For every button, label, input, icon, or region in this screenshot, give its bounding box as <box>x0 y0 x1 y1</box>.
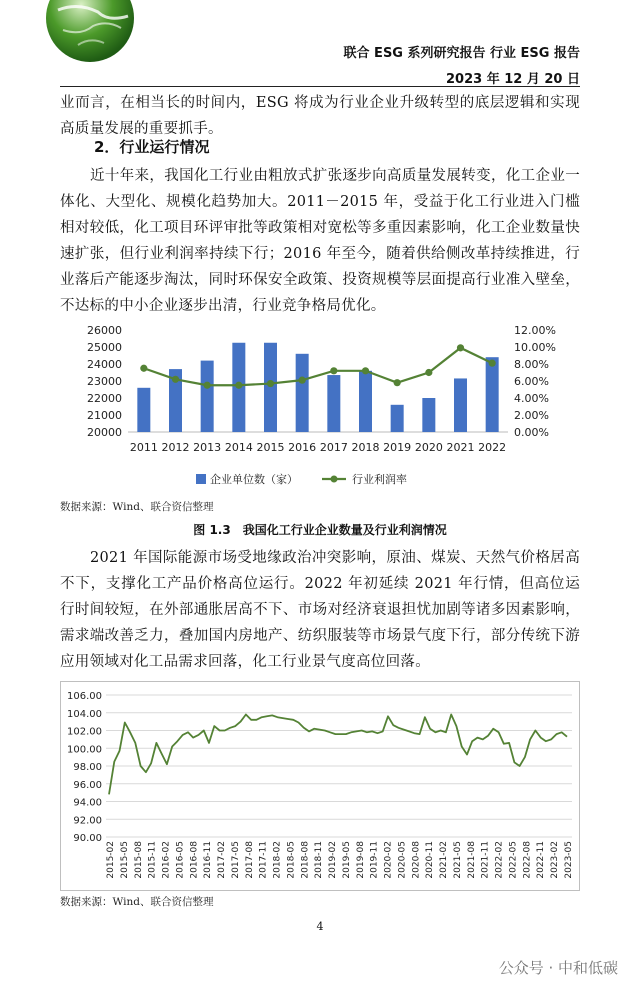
enterprise-count-profit-chart <box>60 318 580 498</box>
y-tick-label: 100.00 <box>67 744 102 756</box>
paragraph-market: 2021 年国际能源市场受地缘政治冲突影响，原油、煤炭、天然气价格居高不下，支撑化工产品价格高位运行。2022 年初延续 2021 年行情，但高位运行时间较短，在外部通胀居高不下、市场对经济衰退担忧加剧等诸多因素影响，需求端改善乏力，叠加国内房地产、纺织服装等市场景气度下行，部分传统下游应用领域对化工品需求回落，化工行业景气度高位回落。 <box>60 550 580 670</box>
y-tick-label: 104.00 <box>67 708 102 720</box>
bar-enterprise-count <box>454 378 467 432</box>
y-right-tick-label: 12.00% <box>514 324 556 337</box>
x-tick-label: 2019-05 <box>341 841 352 879</box>
y-left-tick-label: 24000 <box>87 358 122 371</box>
y-tick-label: 94.00 <box>73 797 102 809</box>
y-right-tick-label: 4.00% <box>514 392 549 405</box>
profit-rate-point <box>489 360 496 367</box>
y-tick-label: 96.00 <box>73 779 102 791</box>
x-tick-label: 2019-08 <box>355 841 366 879</box>
x-tick-label: 2022-02 <box>494 841 505 879</box>
bar-enterprise-count <box>296 354 309 432</box>
profit-rate-point <box>235 382 242 389</box>
watermark: 公众号 · 中和低碳 <box>498 959 618 977</box>
y-right-tick-label: 8.00% <box>514 358 549 371</box>
company-logo <box>38 0 138 62</box>
bar-enterprise-count <box>327 375 340 432</box>
paragraph-esg: 业而言，在相当长的时间内，ESG 将成为行业企业升级转型的底层逻辑和实现高质量发展的重要抓手。 <box>60 95 580 137</box>
x-tick-label: 2015 <box>256 441 285 454</box>
x-tick-label: 2012 <box>161 441 190 454</box>
section-title: 2．行业运行情况 <box>94 138 210 156</box>
x-tick-label: 2022-11 <box>536 841 547 879</box>
x-tick-label: 2020 <box>414 441 443 454</box>
paragraph-industry: 近十年来，我国化工行业由粗放式扩张逐步向高质量发展转变，化工企业一体化、大型化、规模化趋势加大。2011－2015 年，受益于化工行业进入门槛相对较低，化工项目环评审批等政策相对宽松等多重因素影响，化工企业数量快速扩张，但行业利润率持续下行；2016 年至今，随着供给侧改革持续推进，行业落后产能逐步淘汰，同时环保安全政策、投资规模等层面提高行业准入壁垒，不达标的中小企业逐步出清，行业竞争格局优化。 <box>60 168 580 314</box>
y-right-tick-label: 2.00% <box>514 409 549 422</box>
y-right-tick-label: 6.00% <box>514 375 549 388</box>
y-right-tick-label: 0.00% <box>514 426 549 439</box>
x-tick-label: 2020-08 <box>411 841 422 879</box>
figure-caption: 图 1.3 我国化工行业企业数量及行业利润情况 <box>193 523 447 537</box>
x-tick-label: 2017 <box>319 441 348 454</box>
x-tick-label: 2015-08 <box>133 841 144 879</box>
x-tick-label: 2018 <box>351 441 380 454</box>
y-left-tick-label: 20000 <box>87 426 122 439</box>
bar-enterprise-count <box>486 357 499 432</box>
industry-index-chart <box>60 681 580 891</box>
y-tick-label: 90.00 <box>73 833 102 844</box>
header-divider <box>60 86 580 87</box>
x-tick-label: 2019 <box>383 441 412 454</box>
profit-rate-point <box>362 367 369 374</box>
x-tick-label: 2016-08 <box>189 841 200 879</box>
x-tick-label: 2021-02 <box>439 841 450 879</box>
x-tick-label: 2018-11 <box>314 841 325 879</box>
x-tick-label: 2023-05 <box>564 841 574 879</box>
y-left-tick-label: 21000 <box>87 409 122 422</box>
y-tick-label: 98.00 <box>73 762 102 773</box>
y-left-tick-label: 26000 <box>87 324 122 337</box>
data-source-1: 数据来源：Wind、联合资信整理 <box>60 501 214 513</box>
x-tick-label: 2016-05 <box>175 841 186 879</box>
bar-enterprise-count <box>137 388 150 432</box>
y-tick-label: 102.00 <box>67 726 102 738</box>
x-tick-label: 2021 <box>446 441 475 454</box>
profit-rate-point <box>299 377 306 384</box>
profit-rate-point <box>267 380 274 387</box>
data-source-2: 数据来源：Wind、联合资信整理 <box>60 896 214 908</box>
profit-rate-point <box>330 367 337 374</box>
x-tick-label: 2015-11 <box>147 841 158 879</box>
y-left-tick-label: 23000 <box>87 375 122 388</box>
x-tick-label: 2014 <box>224 441 253 454</box>
page-number: 4 <box>316 920 324 933</box>
x-tick-label: 2021-05 <box>452 841 463 879</box>
x-tick-label: 2016 <box>288 441 317 454</box>
x-tick-label: 2017-02 <box>217 841 228 879</box>
bar-enterprise-count <box>359 371 372 432</box>
profit-rate-point <box>140 365 147 372</box>
bar-enterprise-count <box>422 398 435 432</box>
profit-rate-point <box>172 376 179 383</box>
x-tick-label: 2016-02 <box>161 841 172 879</box>
y-tick-label: 92.00 <box>73 815 102 827</box>
y-left-tick-label: 22000 <box>87 392 122 405</box>
y-left-tick-label: 25000 <box>87 341 122 354</box>
x-tick-label: 2013 <box>193 441 222 454</box>
x-tick-label: 2022 <box>478 441 507 454</box>
bar-enterprise-count <box>264 343 277 432</box>
x-tick-label: 2020-02 <box>383 841 394 879</box>
legend-label-profit: 行业利润率 <box>352 473 407 486</box>
x-tick-label: 2011 <box>129 441 158 454</box>
x-tick-label: 2023-02 <box>550 841 561 879</box>
legend-swatch-enterprise <box>196 474 206 484</box>
x-tick-label: 2016-11 <box>203 841 214 879</box>
x-tick-label: 2017-11 <box>258 841 269 879</box>
profit-rate-point <box>457 344 464 351</box>
profit-rate-line <box>144 348 492 385</box>
x-tick-label: 2018-02 <box>272 841 283 879</box>
legend-marker-profit <box>331 476 338 483</box>
report-series-header: 联合 ESG 系列研究报告 行业 ESG 报告 <box>343 46 580 61</box>
x-tick-label: 2019-11 <box>369 841 380 879</box>
x-tick-label: 2018-05 <box>286 841 297 879</box>
legend-label-enterprise: 企业单位数（家） <box>210 473 298 486</box>
x-tick-label: 2021-11 <box>480 841 491 879</box>
x-tick-label: 2015-02 <box>106 841 116 879</box>
x-tick-label: 2021-08 <box>466 841 477 879</box>
x-tick-label: 2022-08 <box>522 841 533 879</box>
index-line <box>109 715 567 795</box>
y-tick-label: 106.00 <box>67 691 102 702</box>
x-tick-label: 2015-05 <box>119 841 130 879</box>
profit-rate-point <box>425 369 432 376</box>
x-tick-label: 2020-11 <box>425 841 436 879</box>
bar-enterprise-count <box>391 405 404 432</box>
report-date: 2023 年 12 月 20 日 <box>446 72 580 87</box>
y-right-tick-label: 10.00% <box>514 341 556 354</box>
profit-rate-point <box>394 379 401 386</box>
x-tick-label: 2017-05 <box>230 841 241 879</box>
profit-rate-point <box>204 382 211 389</box>
x-tick-label: 2019-02 <box>328 841 339 879</box>
x-tick-label: 2022-05 <box>508 841 519 879</box>
x-tick-label: 2017-08 <box>244 841 255 879</box>
x-tick-label: 2020-05 <box>397 841 408 879</box>
x-tick-label: 2018-08 <box>300 841 311 879</box>
bar-enterprise-count <box>201 361 214 432</box>
